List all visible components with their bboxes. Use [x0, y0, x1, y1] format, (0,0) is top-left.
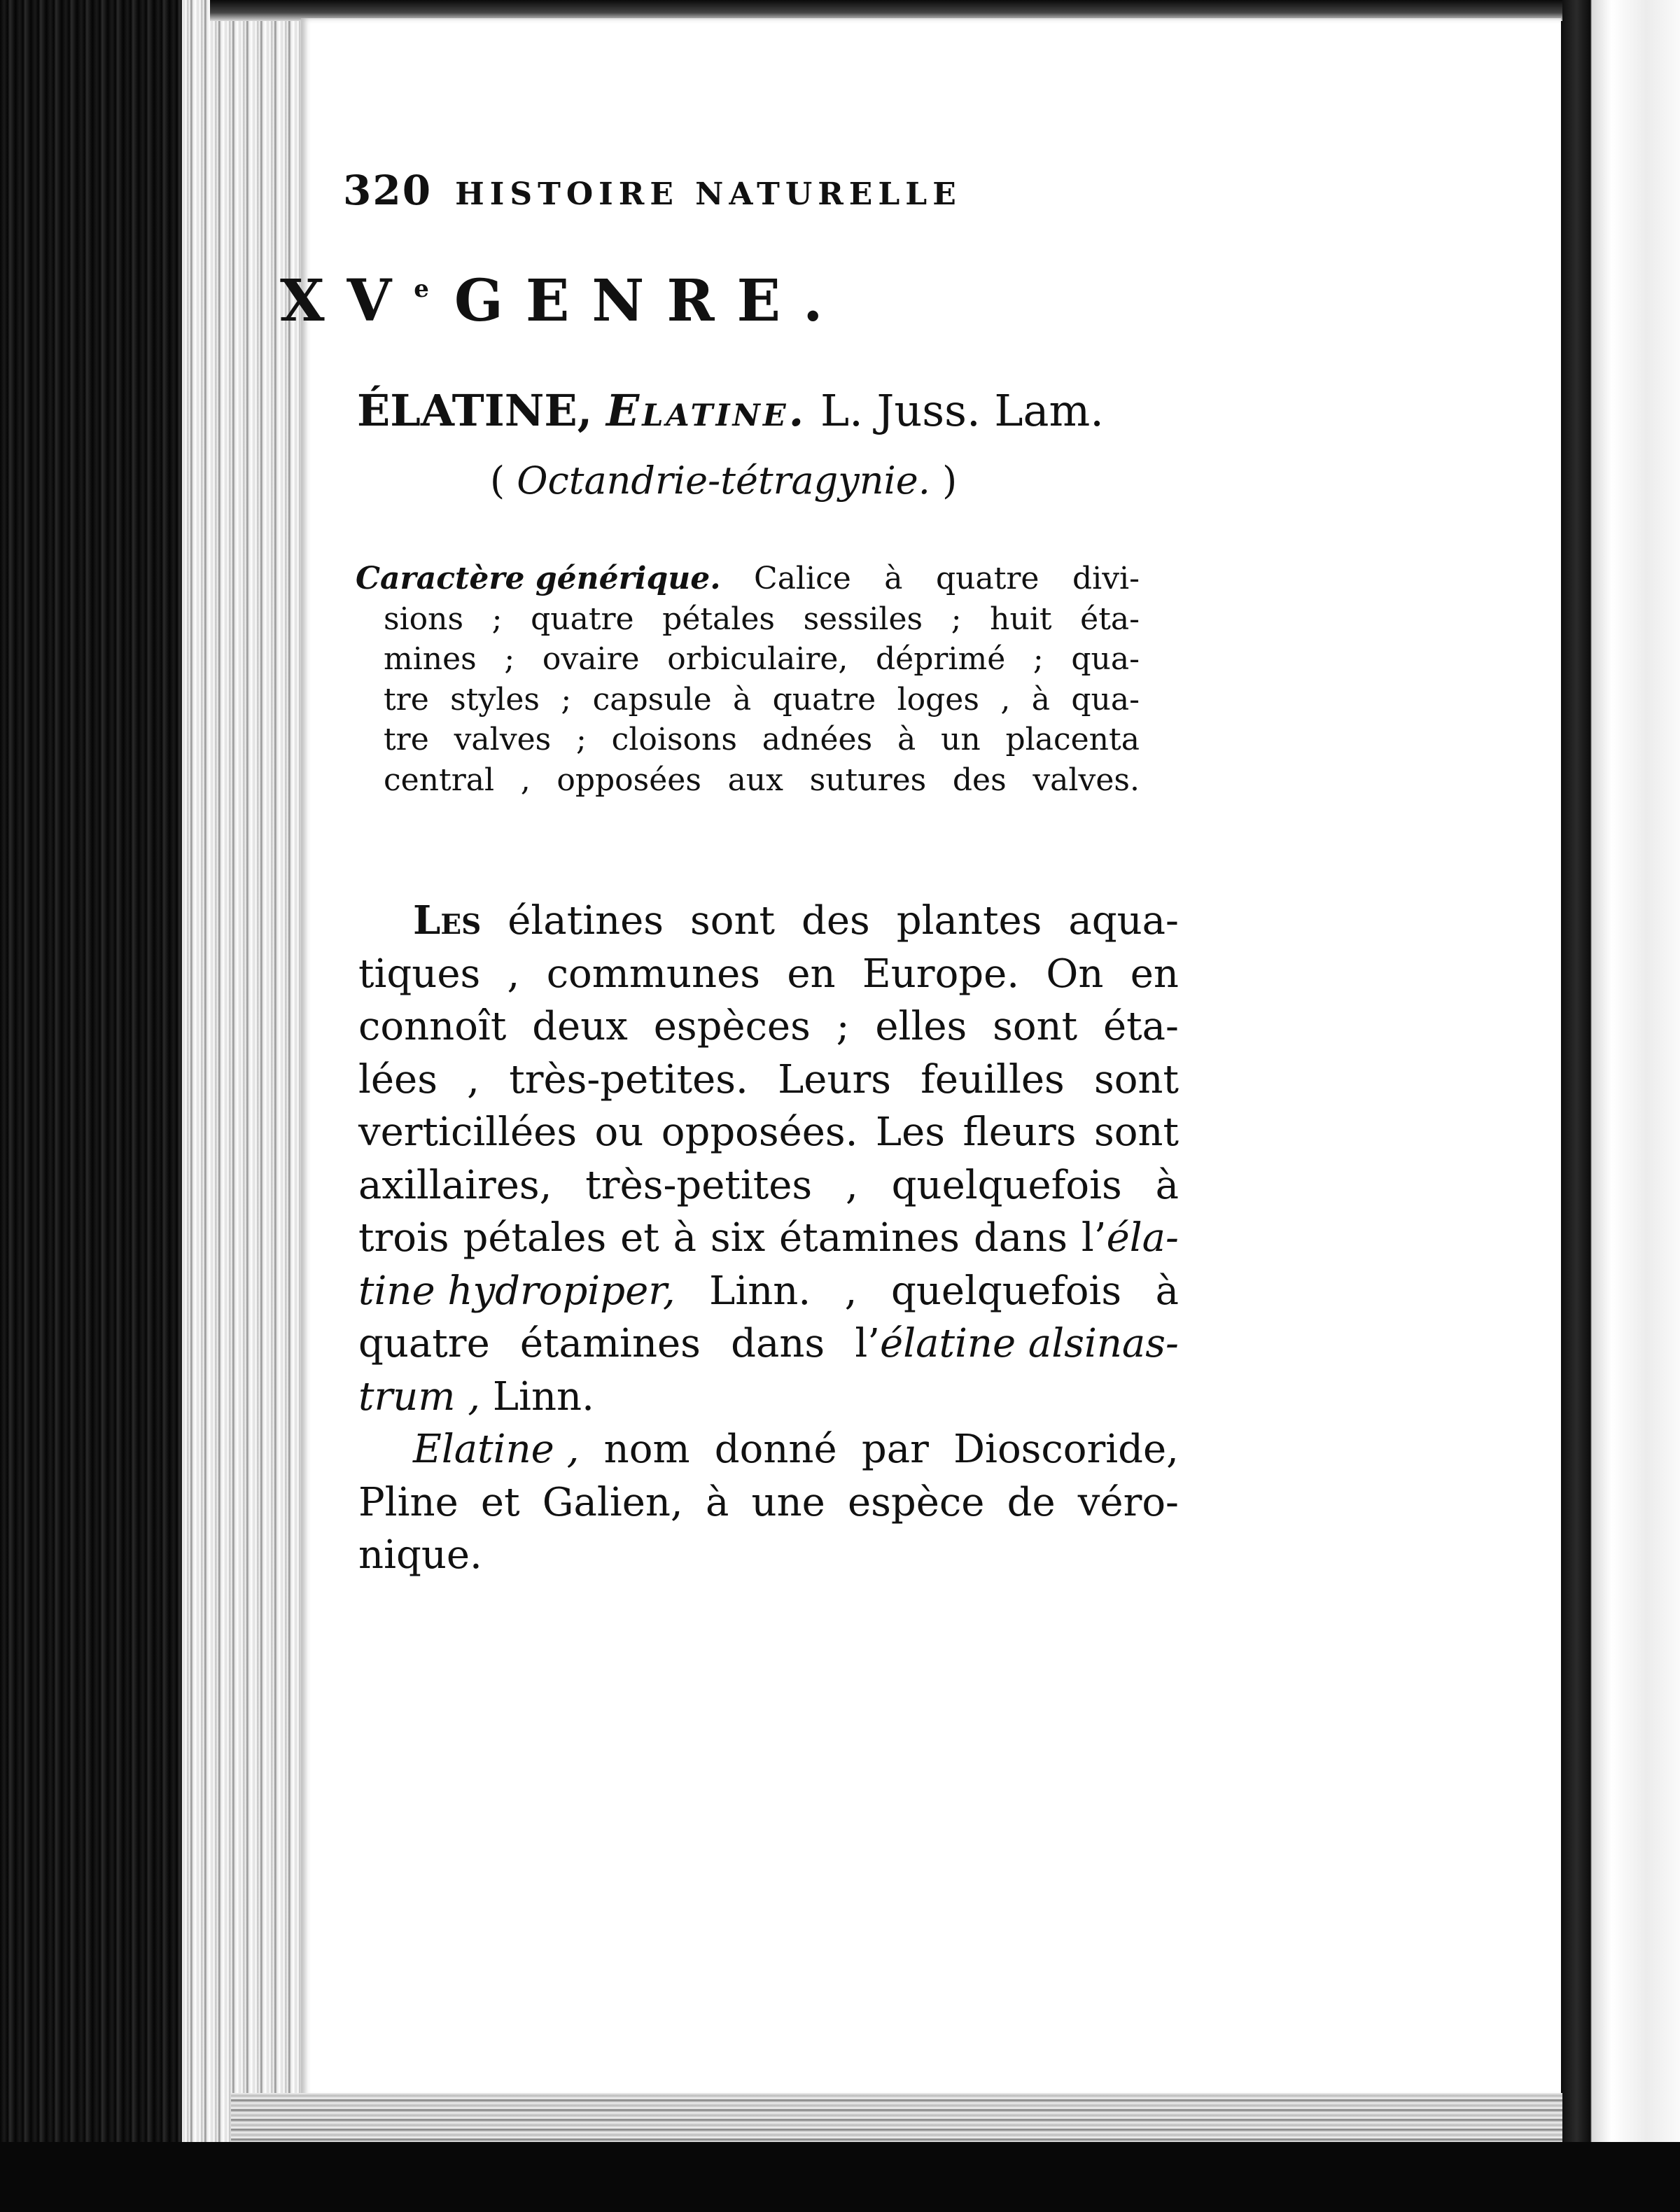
running-title: HISTOIRE NATURELLE — [455, 176, 962, 212]
word: éta- — [1103, 1004, 1179, 1049]
word: à — [897, 722, 916, 757]
word: élatines — [507, 898, 664, 944]
word: six — [710, 1215, 766, 1261]
word: très-petites — [585, 1162, 813, 1208]
word: et — [480, 1479, 520, 1525]
word: quatre — [772, 681, 876, 718]
scan-bottom-edge — [0, 2142, 1680, 2212]
word: Europe. — [862, 951, 1020, 997]
body-line-2 — [358, 948, 1179, 1001]
word: sont — [1093, 1056, 1179, 1102]
classification — [490, 458, 1190, 503]
word: sessiles — [803, 601, 923, 637]
word: tiques — [358, 951, 481, 997]
word: donné — [714, 1427, 837, 1472]
apostrophe-article: l’ — [1081, 1215, 1107, 1261]
word: ou — [594, 1110, 644, 1155]
word: nique. — [358, 1532, 482, 1578]
paragraph-lead-word: Les — [413, 897, 482, 944]
word: aqua- — [1068, 898, 1179, 944]
word: quelquefois — [890, 1268, 1122, 1314]
running-head — [343, 167, 1323, 214]
word: Galien, — [542, 1479, 683, 1525]
body-line-6 — [358, 1159, 1179, 1212]
genus-title — [357, 385, 1351, 436]
word: divi- — [1072, 561, 1140, 596]
word: sont — [1093, 1110, 1179, 1155]
word: qua- — [1071, 641, 1140, 677]
word: elles — [875, 1004, 967, 1049]
body-text — [358, 895, 1179, 1582]
italic-word: éla- — [1106, 1215, 1179, 1261]
apostrophe-article: l’ — [855, 1321, 881, 1366]
word: ; — [491, 601, 503, 637]
page-number: 320 — [343, 167, 433, 214]
word: sont — [993, 1004, 1078, 1049]
genus-heading — [280, 267, 1120, 335]
word: styles — [450, 681, 540, 718]
word: loges — [897, 681, 979, 718]
word: plantes — [896, 898, 1042, 944]
word — [1082, 1212, 1179, 1265]
word: à — [733, 681, 752, 718]
word: deux — [532, 1004, 628, 1049]
word: opposées — [556, 762, 701, 798]
genus-word: GENRE. — [454, 267, 846, 335]
word: connoît — [358, 1004, 507, 1049]
body-line-7 — [358, 1212, 1179, 1265]
char-line-1 — [356, 559, 1140, 599]
word: pétales — [662, 601, 775, 637]
word: espèces — [653, 1004, 811, 1049]
scan-left-edge — [0, 0, 210, 2212]
word: cloisons — [611, 722, 737, 757]
body-line-11 — [358, 1423, 1179, 1476]
word: sont — [690, 898, 776, 944]
word: nom — [603, 1427, 690, 1472]
body-line-1 — [358, 895, 1179, 948]
word: à — [1031, 681, 1050, 718]
word: communes — [546, 951, 760, 997]
word: ; — [836, 1004, 850, 1049]
word: ; — [504, 641, 515, 677]
genus-superscript: e — [414, 275, 429, 303]
word: capsule — [592, 681, 712, 718]
genus-numeral: XV — [280, 267, 414, 335]
char-line-2 — [356, 599, 1140, 640]
char-line-4 — [356, 680, 1140, 720]
word: pétales — [463, 1215, 607, 1261]
italic-species-name: tine hydropiper, — [358, 1268, 676, 1314]
word: ovaire — [542, 641, 640, 677]
word: , — [846, 1162, 858, 1208]
genus-name: ÉLATINE, — [357, 385, 593, 436]
body-line-12 — [358, 1476, 1179, 1530]
generic-character — [356, 559, 1140, 800]
word: sions — [384, 601, 464, 637]
word: par — [861, 1427, 929, 1472]
word: valves. — [1032, 762, 1140, 798]
word: central — [384, 762, 495, 798]
body-line-13 — [358, 1529, 1179, 1582]
word: huit — [990, 601, 1052, 637]
word: ; — [576, 722, 587, 757]
word: qua- — [1071, 681, 1140, 718]
word: adnées — [762, 722, 873, 757]
word: On — [1046, 951, 1104, 997]
body-line-4 — [358, 1054, 1179, 1107]
word: étamines — [519, 1321, 701, 1366]
char-line-3 — [356, 639, 1140, 680]
body-line-5 — [358, 1106, 1179, 1159]
word: mines — [384, 641, 477, 677]
word: quatre — [358, 1321, 490, 1366]
body-line-9 — [358, 1317, 1179, 1371]
word: tre — [384, 681, 429, 718]
generic-character-label: Caractère générique. — [356, 561, 721, 596]
word: orbiculaire, — [667, 641, 848, 677]
word: , — [844, 1268, 858, 1314]
word: étamines — [779, 1215, 960, 1261]
word: axillaires, — [358, 1162, 552, 1208]
word: , — [520, 762, 531, 798]
word: Pline — [358, 1479, 458, 1525]
word: verticillées — [358, 1110, 578, 1155]
word: en — [1130, 951, 1179, 997]
word: , — [467, 1056, 479, 1102]
word: des — [952, 762, 1007, 798]
word: quatre — [531, 601, 634, 637]
word: Dioscoride, — [953, 1427, 1179, 1472]
word: à — [705, 1479, 729, 1525]
word: Calice — [754, 561, 851, 596]
word: une — [751, 1479, 825, 1525]
italic-species-name: élatine alsinas- — [880, 1321, 1179, 1366]
word: tre — [384, 722, 429, 757]
char-line-6 — [356, 760, 1140, 801]
word: aux — [727, 762, 783, 798]
word: à — [1155, 1268, 1179, 1314]
word: lées — [358, 1056, 438, 1102]
genus-latin-name: Elatine. — [606, 385, 807, 436]
body-line-3 — [358, 1000, 1179, 1054]
classification-text: Octandrie-tétragynie. — [517, 458, 930, 503]
word — [855, 1317, 1179, 1371]
word: Linn. — [492, 1373, 594, 1420]
word: Les — [875, 1110, 945, 1155]
word: très-petites. — [509, 1056, 748, 1102]
word: trois — [358, 1215, 449, 1261]
word: , — [1000, 681, 1011, 718]
word: déprimé — [876, 641, 1006, 677]
word: espèce — [848, 1479, 985, 1525]
scan-right-edge — [1562, 0, 1680, 2212]
word: à — [673, 1215, 697, 1261]
word: Linn. — [709, 1268, 811, 1314]
classification-open: ( — [490, 458, 505, 503]
body-line-8 — [358, 1265, 1179, 1318]
word: ; — [1032, 641, 1044, 677]
word: et — [620, 1215, 659, 1261]
word: à — [1155, 1162, 1179, 1208]
genus-authors: L. Juss. Lam. — [820, 385, 1104, 436]
word: à — [884, 561, 903, 596]
word: véro- — [1077, 1479, 1179, 1525]
char-line-5 — [356, 720, 1140, 760]
word: dans — [731, 1321, 825, 1366]
classification-close: ) — [942, 458, 958, 503]
word: feuilles — [920, 1056, 1065, 1102]
word: de — [1007, 1479, 1056, 1525]
word: opposées. — [661, 1110, 858, 1155]
word: Leurs — [778, 1056, 891, 1102]
page-stack-bottom — [231, 2093, 1631, 2142]
word: , — [507, 951, 520, 997]
word: quelquefois — [891, 1162, 1122, 1208]
word: un — [941, 722, 981, 757]
word: ; — [951, 601, 962, 637]
word: ; — [561, 681, 572, 718]
italic-word: trum , — [358, 1373, 481, 1420]
word: des — [802, 898, 870, 944]
word: en — [787, 951, 836, 997]
word: fleurs — [962, 1110, 1077, 1155]
word: dans — [973, 1215, 1068, 1261]
word: valves — [454, 722, 552, 757]
word: quatre — [935, 561, 1040, 596]
body-line-10 — [358, 1371, 1179, 1424]
word: sutures — [809, 762, 927, 798]
italic-lead-word: Elatine , — [413, 1427, 580, 1472]
word: éta- — [1080, 601, 1140, 637]
word: placenta — [1005, 722, 1140, 757]
